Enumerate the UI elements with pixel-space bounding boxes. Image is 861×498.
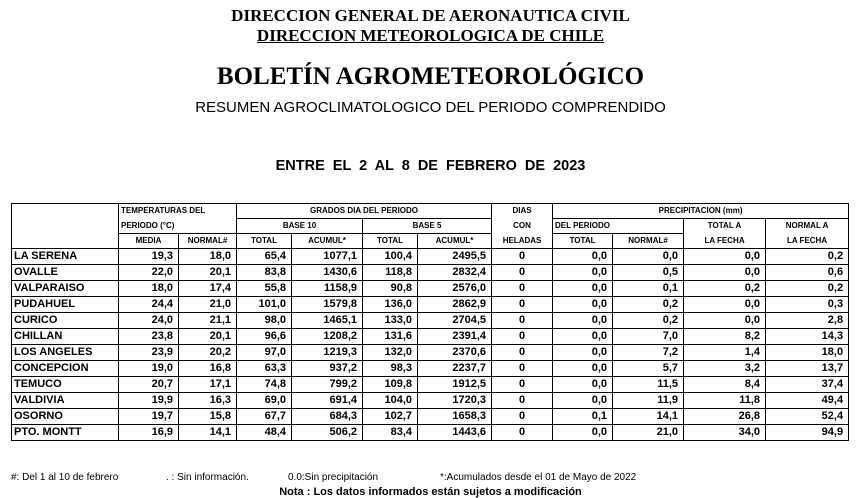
total-fecha-cell: 8,4 bbox=[684, 377, 766, 393]
station-cell: OSORNO bbox=[12, 409, 119, 425]
b5-acumul-cell: 1912,5 bbox=[418, 377, 492, 393]
b5-acumul-header: ACUMUL* bbox=[418, 234, 492, 249]
p-normal-cell: 0,2 bbox=[613, 297, 684, 313]
p-total-cell: 0,0 bbox=[553, 393, 613, 409]
media-cell: 23,8 bbox=[119, 329, 179, 345]
heladas-cell: 0 bbox=[492, 265, 553, 281]
legend-info: . : Sin información. bbox=[166, 472, 249, 483]
normal-fecha-cell: 0,3 bbox=[766, 297, 849, 313]
media-cell: 24,0 bbox=[119, 313, 179, 329]
b5-acumul-cell: 2495,5 bbox=[418, 249, 492, 265]
heladas-cell: 0 bbox=[492, 281, 553, 297]
normal-fecha-cell: 18,0 bbox=[766, 345, 849, 361]
p-total-cell: 0,0 bbox=[553, 265, 613, 281]
b10-total-cell: 69,0 bbox=[237, 393, 292, 409]
p-total-header: TOTAL bbox=[553, 234, 613, 249]
media-cell: 20,7 bbox=[119, 377, 179, 393]
legend-line bbox=[11, 472, 636, 483]
p-total-cell: 0,0 bbox=[553, 281, 613, 297]
precip-header: PRECIPITACION (mm) bbox=[553, 204, 849, 219]
header-row-1 bbox=[12, 204, 849, 219]
table-row bbox=[12, 409, 849, 425]
agroclimatic-table bbox=[11, 203, 849, 441]
normal-temp-cell: 16,8 bbox=[179, 361, 237, 377]
station-cell: OVALLE bbox=[12, 265, 119, 281]
normal-fecha-cell: 37,4 bbox=[766, 377, 849, 393]
station-cell: PUDAHUEL bbox=[12, 297, 119, 313]
table-row bbox=[12, 249, 849, 265]
b5-total-cell: 102,7 bbox=[363, 409, 418, 425]
normal-temp-header: NORMAL# bbox=[179, 234, 237, 249]
b10-acumul-cell: 1430,6 bbox=[292, 265, 363, 281]
normal-temp-cell: 20,1 bbox=[179, 329, 237, 345]
table-row bbox=[12, 329, 849, 345]
normal-temp-cell: 16,3 bbox=[179, 393, 237, 409]
b10-total-cell: 98,0 bbox=[237, 313, 292, 329]
table-row bbox=[12, 393, 849, 409]
normal-fecha-cell: 0,2 bbox=[766, 281, 849, 297]
heladas-cell: 0 bbox=[492, 393, 553, 409]
b10-acumul-cell: 937,2 bbox=[292, 361, 363, 377]
normal-temp-cell: 21,1 bbox=[179, 313, 237, 329]
p-normal-cell: 7,2 bbox=[613, 345, 684, 361]
b5-acumul-cell: 1720,3 bbox=[418, 393, 492, 409]
normal-temp-cell: 17,4 bbox=[179, 281, 237, 297]
total-fecha-cell: 11,8 bbox=[684, 393, 766, 409]
table-row bbox=[12, 265, 849, 281]
p-total-cell: 0,0 bbox=[553, 329, 613, 345]
p-normal-cell: 11,5 bbox=[613, 377, 684, 393]
normal-fecha-cell: 0,2 bbox=[766, 249, 849, 265]
la-fecha-header-2: LA FECHA bbox=[766, 234, 849, 249]
station-cell: CHILLAN bbox=[12, 329, 119, 345]
total-fecha-cell: 0,0 bbox=[684, 297, 766, 313]
table-row bbox=[12, 361, 849, 377]
page-title: BOLETÍN AGROMETEOROLÓGICO bbox=[216, 63, 645, 90]
normal-temp-cell: 20,1 bbox=[179, 265, 237, 281]
dias-header: DIAS bbox=[492, 204, 553, 219]
heladas-cell: 0 bbox=[492, 313, 553, 329]
temp-group-header: TEMPERATURAS DEL bbox=[119, 204, 237, 219]
p-total-cell: 0,0 bbox=[553, 425, 613, 441]
b5-total-cell: 90,8 bbox=[363, 281, 418, 297]
b5-total-cell: 109,8 bbox=[363, 377, 418, 393]
b5-acumul-cell: 2862,9 bbox=[418, 297, 492, 313]
b5-total-cell: 133,0 bbox=[363, 313, 418, 329]
media-cell: 18,0 bbox=[119, 281, 179, 297]
b5-acumul-cell: 2832,4 bbox=[418, 265, 492, 281]
b10-total-cell: 48,4 bbox=[237, 425, 292, 441]
b5-acumul-cell: 2391,4 bbox=[418, 329, 492, 345]
normal-temp-cell: 14,1 bbox=[179, 425, 237, 441]
heladas-cell: 0 bbox=[492, 345, 553, 361]
normal-a-header: NORMAL A bbox=[766, 219, 849, 234]
total-fecha-cell: 3,2 bbox=[684, 361, 766, 377]
media-cell: 23,9 bbox=[119, 345, 179, 361]
p-total-cell: 0,0 bbox=[553, 361, 613, 377]
base5-header: BASE 5 bbox=[363, 219, 492, 234]
p-normal-header: NORMAL# bbox=[613, 234, 684, 249]
page-subtitle: RESUMEN AGROCLIMATOLOGICO DEL PERIODO COMPRENDIDO bbox=[195, 99, 666, 116]
b5-total-cell: 100,4 bbox=[363, 249, 418, 265]
p-normal-cell: 7,0 bbox=[613, 329, 684, 345]
b5-total-cell: 104,0 bbox=[363, 393, 418, 409]
normal-fecha-cell: 49,4 bbox=[766, 393, 849, 409]
p-normal-cell: 0,2 bbox=[613, 313, 684, 329]
p-normal-cell: 5,7 bbox=[613, 361, 684, 377]
header-row-2 bbox=[12, 219, 849, 234]
p-normal-cell: 0,1 bbox=[613, 281, 684, 297]
total-fecha-cell: 8,2 bbox=[684, 329, 766, 345]
legend-precip: 0.0:Sin precipitación bbox=[288, 472, 379, 483]
b5-acumul-cell: 1658,3 bbox=[418, 409, 492, 425]
heladas-header: HELADAS bbox=[492, 234, 553, 249]
header-row-3 bbox=[12, 234, 849, 249]
del-periodo-header: DEL PERIODO bbox=[553, 219, 684, 234]
heladas-cell: 0 bbox=[492, 329, 553, 345]
table-row bbox=[12, 297, 849, 313]
b10-acumul-cell: 1208,2 bbox=[292, 329, 363, 345]
b5-acumul-cell: 2704,5 bbox=[418, 313, 492, 329]
p-total-cell: 0,0 bbox=[553, 345, 613, 361]
normal-fecha-cell: 52,4 bbox=[766, 409, 849, 425]
b5-acumul-cell: 2370,6 bbox=[418, 345, 492, 361]
media-cell: 16,9 bbox=[119, 425, 179, 441]
table-row bbox=[12, 425, 849, 441]
p-total-cell: 0,0 bbox=[553, 377, 613, 393]
media-cell: 24,4 bbox=[119, 297, 179, 313]
b5-total-cell: 118,8 bbox=[363, 265, 418, 281]
heladas-cell: 0 bbox=[492, 361, 553, 377]
base10-header: BASE 10 bbox=[237, 219, 363, 234]
heladas-cell: 0 bbox=[492, 409, 553, 425]
station-header-blank-2 bbox=[12, 219, 119, 234]
normal-temp-cell: 18,0 bbox=[179, 249, 237, 265]
heladas-cell: 0 bbox=[492, 297, 553, 313]
b10-acumul-cell: 691,4 bbox=[292, 393, 363, 409]
con-header: CON bbox=[492, 219, 553, 234]
b10-total-cell: 97,0 bbox=[237, 345, 292, 361]
b10-acumul-cell: 1158,9 bbox=[292, 281, 363, 297]
b10-total-cell: 55,8 bbox=[237, 281, 292, 297]
station-cell: PTO. MONTT bbox=[12, 425, 119, 441]
grados-header: GRADOS DIA DEL PERIODO bbox=[237, 204, 492, 219]
la-fecha-header-1: LA FECHA bbox=[684, 234, 766, 249]
b10-total-cell: 63,3 bbox=[237, 361, 292, 377]
b10-total-cell: 65,4 bbox=[237, 249, 292, 265]
media-cell: 22,0 bbox=[119, 265, 179, 281]
b10-total-cell: 67,7 bbox=[237, 409, 292, 425]
header-line-2: DIRECCION METEOROLOGICA DE CHILE bbox=[256, 26, 605, 45]
normal-temp-cell: 17,1 bbox=[179, 377, 237, 393]
header-line-1: DIRECCION GENERAL DE AERONAUTICA CIVIL bbox=[231, 6, 630, 25]
b10-total-cell: 96,6 bbox=[237, 329, 292, 345]
media-cell: 19,3 bbox=[119, 249, 179, 265]
media-cell: 19,7 bbox=[119, 409, 179, 425]
table-row bbox=[12, 377, 849, 393]
normal-temp-cell: 20,2 bbox=[179, 345, 237, 361]
table-row bbox=[12, 281, 849, 297]
total-fecha-cell: 0,0 bbox=[684, 265, 766, 281]
p-total-cell: 0,0 bbox=[553, 249, 613, 265]
total-fecha-cell: 26,8 bbox=[684, 409, 766, 425]
p-normal-cell: 14,1 bbox=[613, 409, 684, 425]
normal-fecha-cell: 13,7 bbox=[766, 361, 849, 377]
b10-acumul-cell: 1465,1 bbox=[292, 313, 363, 329]
legend-normal: #: Del 1 al 10 de febrero bbox=[11, 472, 119, 483]
p-total-cell: 0,0 bbox=[553, 297, 613, 313]
period-line: ENTRE EL 2 AL 8 DE FEBRERO DE 2023 bbox=[275, 158, 586, 174]
normal-fecha-cell: 0,6 bbox=[766, 265, 849, 281]
table-body bbox=[12, 249, 849, 441]
b5-total-cell: 136,0 bbox=[363, 297, 418, 313]
b10-acumul-cell: 506,2 bbox=[292, 425, 363, 441]
b10-total-cell: 74,8 bbox=[237, 377, 292, 393]
station-cell: LOS ANGELES bbox=[12, 345, 119, 361]
table-row bbox=[12, 313, 849, 329]
total-fecha-cell: 0,2 bbox=[684, 281, 766, 297]
b10-acumul-cell: 1077,1 bbox=[292, 249, 363, 265]
b10-acumul-cell: 799,2 bbox=[292, 377, 363, 393]
heladas-cell: 0 bbox=[492, 425, 553, 441]
temp-period-header: PERIODO (°C) bbox=[119, 219, 237, 234]
p-normal-cell: 21,0 bbox=[613, 425, 684, 441]
station-header-blank bbox=[12, 204, 119, 219]
media-cell: 19,0 bbox=[119, 361, 179, 377]
total-a-header: TOTAL A bbox=[684, 219, 766, 234]
total-fecha-cell: 1,4 bbox=[684, 345, 766, 361]
b5-acumul-cell: 1443,6 bbox=[418, 425, 492, 441]
b5-acumul-cell: 2237,7 bbox=[418, 361, 492, 377]
total-fecha-cell: 0,0 bbox=[684, 249, 766, 265]
media-cell: 19,9 bbox=[119, 393, 179, 409]
heladas-cell: 0 bbox=[492, 249, 553, 265]
station-cell: TEMUCO bbox=[12, 377, 119, 393]
legend-acum: *:Acumulados desde el 01 de Mayo de 2022 bbox=[440, 472, 637, 483]
p-total-cell: 0,1 bbox=[553, 409, 613, 425]
normal-fecha-cell: 14,3 bbox=[766, 329, 849, 345]
b10-total-cell: 101,0 bbox=[237, 297, 292, 313]
p-total-cell: 0,0 bbox=[553, 313, 613, 329]
b10-total-header: TOTAL bbox=[237, 234, 292, 249]
b10-acumul-cell: 1579,8 bbox=[292, 297, 363, 313]
p-normal-cell: 0,5 bbox=[613, 265, 684, 281]
b5-total-cell: 83,4 bbox=[363, 425, 418, 441]
total-fecha-cell: 34,0 bbox=[684, 425, 766, 441]
station-header-blank-3 bbox=[12, 234, 119, 249]
b10-total-cell: 83,8 bbox=[237, 265, 292, 281]
station-cell: VALDIVIA bbox=[12, 393, 119, 409]
normal-temp-cell: 21,0 bbox=[179, 297, 237, 313]
b10-acumul-cell: 1219,3 bbox=[292, 345, 363, 361]
total-fecha-cell: 0,0 bbox=[684, 313, 766, 329]
station-cell: VALPARAISO bbox=[12, 281, 119, 297]
normal-temp-cell: 15,8 bbox=[179, 409, 237, 425]
table-row bbox=[12, 345, 849, 361]
b5-total-cell: 132,0 bbox=[363, 345, 418, 361]
nota-line: Nota : Los datos informados están sujetos a modificación bbox=[279, 486, 582, 498]
b5-acumul-cell: 2576,0 bbox=[418, 281, 492, 297]
p-normal-cell: 0,0 bbox=[613, 249, 684, 265]
b5-total-cell: 98,3 bbox=[363, 361, 418, 377]
station-cell: LA SERENA bbox=[12, 249, 119, 265]
media-header: MEDIA bbox=[119, 234, 179, 249]
p-normal-cell: 11,9 bbox=[613, 393, 684, 409]
b10-acumul-cell: 684,3 bbox=[292, 409, 363, 425]
b5-total-header: TOTAL bbox=[363, 234, 418, 249]
heladas-cell: 0 bbox=[492, 377, 553, 393]
normal-fecha-cell: 94,9 bbox=[766, 425, 849, 441]
b5-total-cell: 131,6 bbox=[363, 329, 418, 345]
b10-acumul-header: ACUMUL* bbox=[292, 234, 363, 249]
station-cell: CONCEPCION bbox=[12, 361, 119, 377]
normal-fecha-cell: 2,8 bbox=[766, 313, 849, 329]
station-cell: CURICO bbox=[12, 313, 119, 329]
